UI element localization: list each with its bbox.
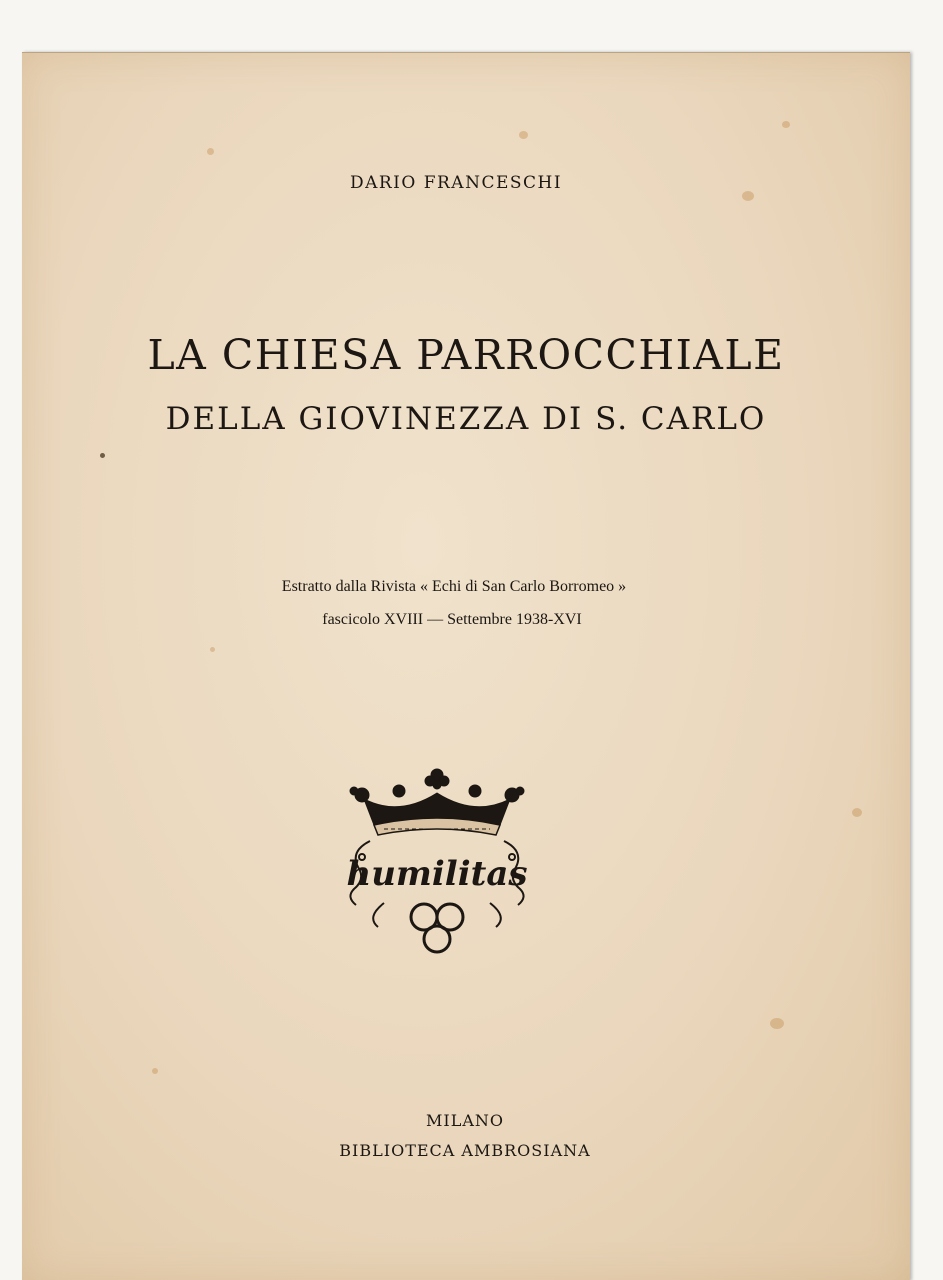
foxing-spot [207,148,214,155]
author-name: DARIO FRANCESCHI [349,173,563,193]
publisher-name: BIBLIOTECA AMBROSIANA [339,1141,591,1160]
foxing-spot [100,453,105,458]
booklet-cover [22,52,910,1280]
title-line-2: DELLA GIOVINEZZA DI S. CARLO [165,401,767,437]
foxing-spot [770,1018,784,1029]
crown-emblem-icon [344,767,530,957]
emblem-motto: humilitas [346,854,528,894]
foxing-spot [210,647,215,652]
extract-note-line-1: Estratto dalla Rivista « Echi di San Carlo Borromeo » [281,578,627,595]
foxing-spot [152,1068,158,1074]
foxing-spot [782,121,790,128]
extract-note-line-2: fascicolo XVIII — Settembre 1938-XVI [322,611,582,628]
foxing-spot [519,131,528,139]
title-line-1: LA CHIESA PARROCCHIALE [147,331,785,379]
foxing-spot [852,808,862,817]
publication-city: MILANO [426,1111,504,1130]
